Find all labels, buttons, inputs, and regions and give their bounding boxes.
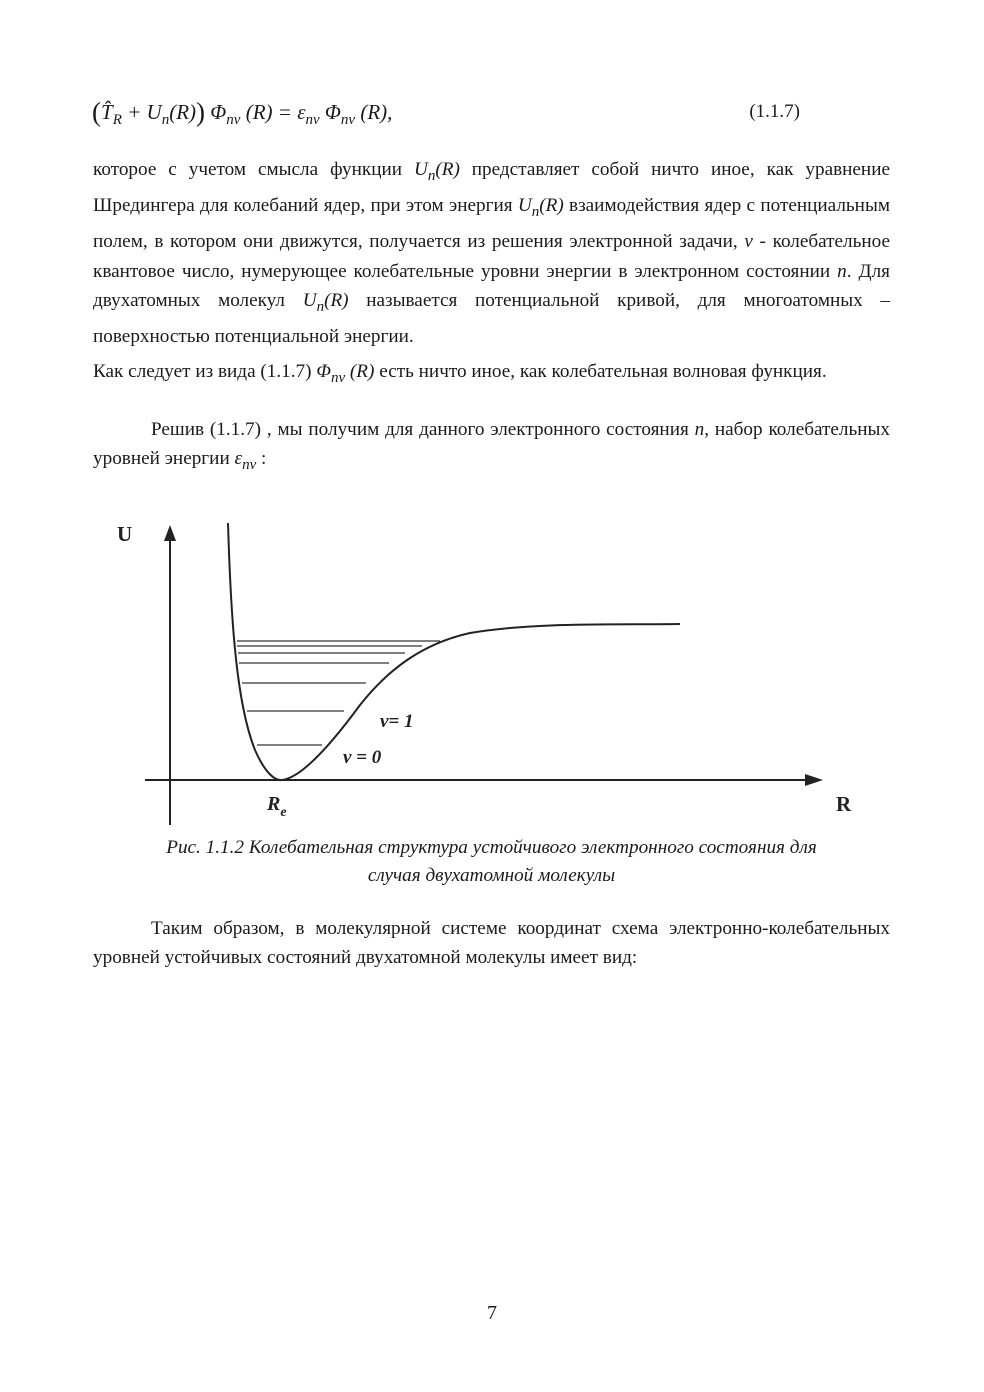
potential-inline-2 bbox=[517, 195, 564, 221]
wavefunction-inline-arg: (R) bbox=[345, 361, 375, 382]
quantum-number-v: v bbox=[744, 231, 753, 253]
y-axis-arrow bbox=[164, 525, 176, 541]
wavefunction-symbol: Φ bbox=[205, 100, 227, 124]
paragraph-1-text-a: которое с учетом смысла функции bbox=[93, 159, 414, 180]
paragraph-2-text-b: есть ничто иное, как колебательная волновая функция. bbox=[374, 361, 827, 382]
paragraph-3 bbox=[93, 415, 890, 480]
level-v1-label: v= 1 bbox=[380, 711, 414, 732]
potential-inline-2-sub: n bbox=[531, 204, 540, 221]
figure-caption bbox=[93, 834, 890, 890]
potential-curve-figure bbox=[95, 505, 895, 825]
state-symbol-n: n bbox=[837, 260, 847, 282]
potential-subscript: n bbox=[161, 112, 170, 128]
potential-inline-3 bbox=[302, 289, 349, 315]
paren-open: ( bbox=[92, 97, 101, 127]
paragraph-1-text-b: представляет собой ничто иное, как уравнение Шредингера для колебаний ядер, при этом энергия bbox=[93, 159, 890, 217]
wavefunction-symbol-rhs: Φ bbox=[319, 100, 341, 124]
potential-inline-3-arg: (R) bbox=[324, 289, 349, 311]
x-axis-arrow bbox=[805, 774, 823, 786]
potential-inline-1-sub: n bbox=[427, 168, 436, 184]
energy-subscript: nv bbox=[305, 112, 320, 128]
x-axis-label: R bbox=[836, 792, 852, 816]
paragraph-1-text-f: называется потенциальной кривой, для многоатомных – поверхностью потенциальной энергии. bbox=[93, 289, 890, 348]
equation-formula bbox=[92, 92, 392, 140]
paragraph-2-text-a: Как следует из вида (1.1.7) bbox=[93, 361, 317, 382]
wavefunction-argument: (R) bbox=[240, 100, 273, 124]
potential-inline-2-arg: (R) bbox=[539, 195, 564, 217]
paragraph-1-text-c: взаимодействия ядер с потенциальным полем, в котором они движутся, получается из решения электронной задачи, bbox=[93, 195, 890, 253]
plus-sign: + bbox=[121, 100, 147, 124]
wavefunction-subscript: nv bbox=[226, 112, 241, 128]
page-number: 7 bbox=[487, 1302, 497, 1324]
paragraph-2 bbox=[93, 357, 890, 393]
wavefunction-inline-sub: nv bbox=[330, 370, 346, 386]
equilibrium-label-symbol: R bbox=[267, 793, 281, 815]
equilibrium-label bbox=[266, 793, 287, 820]
wavefunction-inline bbox=[316, 361, 375, 386]
paragraph-3-text-a: Решив (1.1.7) , мы получим для данного электронного состояния bbox=[151, 419, 695, 440]
kinetic-subscript: R bbox=[112, 112, 122, 128]
potential-inline-3-sub: n bbox=[316, 298, 325, 315]
potential-inline-1-arg: (R) bbox=[435, 159, 460, 180]
paragraph-3-text-b: , набор колебательных уровней энергии bbox=[93, 419, 890, 470]
potential-inline-3-symbol: U bbox=[302, 289, 317, 311]
equation-1-1-7 bbox=[92, 92, 800, 132]
paragraph-1-text-d: - колебательное квантовое число, нумерующее колебательные уровни энергии в электронном состоянии bbox=[93, 231, 890, 282]
y-axis-label: U bbox=[117, 522, 133, 546]
potential-curve bbox=[228, 523, 680, 780]
energy-symbol: ε bbox=[297, 100, 306, 124]
caption-line-1: Рис. 1.1.2 Колебательная структура устойчивого электронного состояния для bbox=[166, 837, 817, 858]
paren-close: ) bbox=[196, 97, 206, 127]
energy-inline bbox=[234, 448, 257, 474]
potential-argument: (R) bbox=[169, 100, 197, 124]
equilibrium-label-sub: e bbox=[280, 805, 287, 820]
potential-inline-2-symbol: U bbox=[517, 195, 532, 217]
wavefunction-subscript-rhs: nv bbox=[340, 112, 356, 128]
potential-inline-1 bbox=[413, 159, 460, 184]
potential-inline-1-symbol: U bbox=[413, 159, 428, 180]
equation-number: (1.1.7) bbox=[749, 101, 800, 122]
paragraph-3-text-c: : bbox=[256, 448, 267, 470]
energy-inline-symbol: ε bbox=[234, 448, 243, 470]
wavefunction-argument-rhs: (R), bbox=[355, 100, 393, 124]
paragraph-4: Таким образом, в молекулярной системе координат схема электронно-колебательных уровней устойчивых состояний двухатомной молекулы имеет вид: bbox=[93, 918, 890, 969]
caption-line-2: случая двухатомной молекулы bbox=[367, 865, 616, 886]
paragraph-1-text-e: . Для двухатомных молекул bbox=[93, 260, 890, 311]
level-v0-label: v = 0 bbox=[343, 747, 382, 768]
kinetic-operator: T̂ bbox=[101, 100, 113, 124]
wavefunction-inline-symbol: Φ bbox=[316, 361, 331, 382]
paragraph-1 bbox=[93, 155, 890, 351]
equals-sign: = bbox=[272, 100, 298, 124]
state-symbol-n-2: n bbox=[694, 419, 705, 440]
potential-symbol: U bbox=[146, 100, 162, 124]
energy-inline-sub: nv bbox=[242, 457, 257, 474]
